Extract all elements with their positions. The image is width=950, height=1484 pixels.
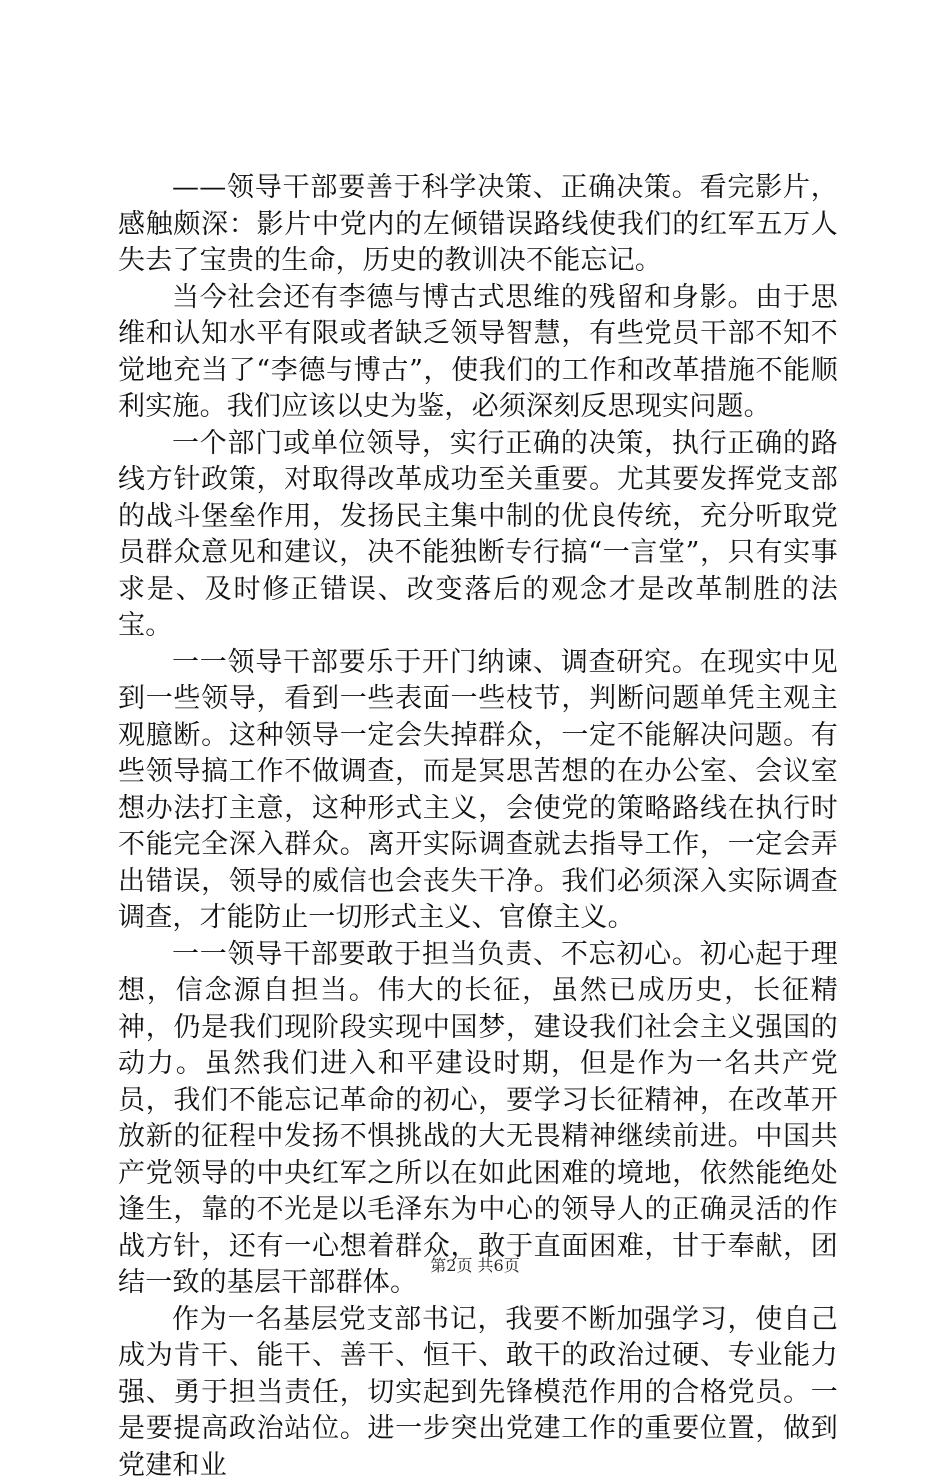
paragraph-current-society: 当今社会还有李德与博古式思维的残留和身影。由于思维和认知水平有限或者缺乏领导智慧，有些党员干部不知不觉地充当了“李德与博古”，使我们的工作和改革措施不能顺利实施。我们应该以史为鉴，必须深刻反思现实问题。 [118,280,838,426]
paragraph-department-leadership: 一个部门或单位领导，实行正确的决策，执行正确的路线方针政策，对取得改革成功至关重要。尤其要发挥党支部的战斗堡垒作用，发扬民主集中制的优良传统，充分听取党员群众意见和建议，决不能独断专行搞“一言堂”，只有实事求是、及时修正错误、改变落后的观念才是改革制胜的法宝。 [118,426,838,645]
page-number-label: 第2页 共6页 [430,1256,519,1275]
paragraph-party-secretary: 作为一名基层党支部书记，我要不断加强学习，使自己成为肯干、能干、善干、恒干、敢干的政治过硬、专业能力强、勇于担当责任，切实起到先锋模范作用的合格党员。一是要提高政治站位。进一步突出党建工作的重要位置，做到党建和业 [118,1302,838,1484]
paragraph-scientific-decision: ——领导干部要善于科学决策、正确决策。看完影片，感触颇深：影片中党内的左倾错误路线使我们的红军五万人失去了宝贵的生命，历史的教训决不能忘记。 [118,170,838,280]
page-footer [0,1256,950,1276]
paragraph-responsibility-original-intention: 一一领导干部要敢于担当负责、不忘初心。初心起于理想，信念源自担当。伟大的长征，虽然已成历史，长征精神，仍是我们现阶段实现中国梦，建设我们社会主义强国的动力。虽然我们进入和平建设时期，但是作为一名共产党员，我们不能忘记革命的初心，要学习长征精神，在改革开放新的征程中发扬不惧挑战的大无畏精神继续前进。中国共产党领导的中央红军之所以在如此困难的境地，依然能绝处逢生，靠的不光是以毛泽东为中心的领导人的正确灵活的作战方针，还有一心想着群众，敢于直面困难，甘于奉献，团结一致的基层干部群体。 [118,937,838,1302]
document-body [118,170,838,1484]
paragraph-open-investigation: 一一领导干部要乐于开门纳谏、调查研究。在现实中见到一些领导，看到一些表面一些枝节，判断问题单凭主观主观臆断。这种领导一定会失掉群众，一定不能解决问题。有些领导搞工作不做调查，而是冥思苦想的在办公室、会议室想办法打主意，这种形式主义，会使党的策略路线在执行时不能完全深入群众。离开实际调查就去指导工作，一定会弄出错误，领导的威信也会丧失干净。我们必须深入实际调查调查，才能防止一切形式主义、官僚主义。 [118,645,838,937]
